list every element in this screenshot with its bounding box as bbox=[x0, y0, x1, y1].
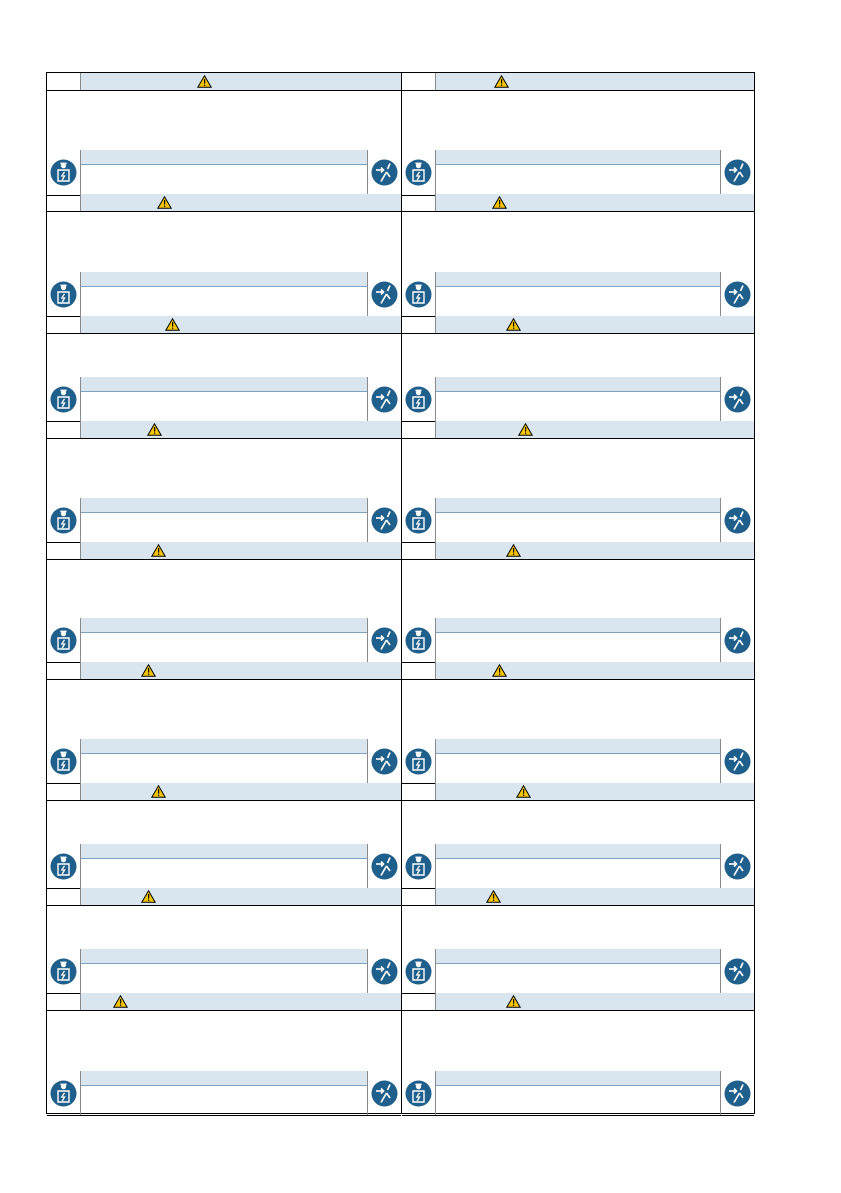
instruction-row bbox=[47, 150, 401, 196]
personnel-cell bbox=[47, 739, 81, 783]
warning-triangle-icon bbox=[151, 544, 166, 557]
instruction-text bbox=[81, 859, 367, 888]
warning-number-cell bbox=[402, 662, 436, 679]
personnel-cell bbox=[402, 272, 436, 316]
warning-triangle-icon bbox=[494, 75, 509, 88]
warning-header-row bbox=[402, 542, 754, 560]
disconnect-device-icon bbox=[371, 159, 398, 186]
qualified-electrician-icon bbox=[405, 853, 432, 880]
right-column bbox=[402, 73, 754, 1113]
qualified-electrician-icon bbox=[405, 507, 432, 534]
instruction-row bbox=[402, 844, 754, 889]
warning-body-text bbox=[47, 212, 401, 216]
disconnect-device-icon bbox=[371, 386, 398, 413]
warning-triangle-icon bbox=[506, 995, 521, 1008]
warning-body-text bbox=[402, 680, 754, 684]
action-cell bbox=[720, 949, 754, 993]
warning-header-bar bbox=[81, 888, 401, 905]
disconnect-device-icon bbox=[724, 853, 751, 880]
instruction-text bbox=[81, 964, 367, 993]
qualified-electrician-icon bbox=[405, 748, 432, 775]
warning-text bbox=[81, 76, 89, 91]
warning-text bbox=[81, 996, 89, 1011]
warning-header-row bbox=[47, 73, 401, 91]
warning-header-bar bbox=[81, 662, 401, 679]
instruction-header-bar bbox=[81, 618, 367, 633]
warning-body-text bbox=[402, 91, 754, 95]
warning-body-text bbox=[402, 560, 754, 564]
action-cell bbox=[367, 150, 401, 195]
warning-body-text bbox=[47, 1011, 401, 1015]
warning-triangle-icon bbox=[492, 664, 507, 677]
personnel-cell bbox=[47, 377, 81, 421]
qualified-electrician-icon bbox=[50, 1080, 77, 1107]
action-cell bbox=[720, 272, 754, 316]
safety-card bbox=[402, 888, 754, 993]
warning-triangle-icon bbox=[147, 423, 162, 436]
action-cell bbox=[720, 844, 754, 888]
safety-card bbox=[47, 662, 401, 783]
qualified-electrician-icon bbox=[50, 748, 77, 775]
instruction-text bbox=[436, 392, 720, 421]
safety-card bbox=[402, 316, 754, 421]
warning-number-cell bbox=[402, 542, 436, 559]
warning-header-row bbox=[402, 194, 754, 212]
instruction-row bbox=[47, 618, 401, 663]
personnel-cell bbox=[47, 1071, 81, 1115]
qualified-electrician-icon bbox=[50, 159, 77, 186]
warning-body-text bbox=[402, 906, 754, 910]
warning-header-bar bbox=[436, 888, 754, 905]
safety-card bbox=[402, 662, 754, 783]
warning-number-cell bbox=[402, 73, 436, 90]
instruction-text bbox=[81, 633, 367, 662]
warning-header-row bbox=[47, 316, 401, 334]
warning-header-bar bbox=[81, 993, 401, 1010]
warning-header-row bbox=[402, 662, 754, 680]
instruction-row bbox=[47, 272, 401, 317]
warning-header-row bbox=[402, 888, 754, 906]
instruction-header-bar bbox=[436, 498, 720, 513]
warning-triangle-icon bbox=[518, 423, 533, 436]
warning-text bbox=[436, 424, 444, 439]
personnel-cell bbox=[402, 844, 436, 888]
disconnect-device-icon bbox=[371, 958, 398, 985]
warning-header-row bbox=[402, 421, 754, 439]
disconnect-device-icon bbox=[724, 386, 751, 413]
disconnect-device-icon bbox=[724, 159, 751, 186]
warning-text bbox=[436, 996, 444, 1011]
instruction-header-bar bbox=[436, 1071, 720, 1086]
warning-body-text bbox=[402, 334, 754, 338]
warning-number-cell bbox=[402, 888, 436, 905]
personnel-cell bbox=[47, 498, 81, 542]
warning-header-bar bbox=[81, 783, 401, 800]
instruction-text bbox=[436, 754, 720, 783]
personnel-cell bbox=[402, 377, 436, 421]
instruction-row bbox=[402, 272, 754, 317]
warning-body-text bbox=[402, 212, 754, 216]
warning-body-text bbox=[47, 906, 401, 910]
warning-header-row bbox=[402, 73, 754, 91]
warning-text bbox=[436, 891, 444, 906]
instruction-header-bar bbox=[436, 377, 720, 392]
warning-number-cell bbox=[47, 993, 81, 1010]
left-column bbox=[47, 73, 402, 1113]
safety-card bbox=[47, 194, 401, 316]
warning-header-bar bbox=[436, 421, 754, 438]
warning-text bbox=[81, 786, 89, 801]
instruction-text bbox=[436, 964, 720, 993]
safety-card bbox=[47, 888, 401, 993]
qualified-electrician-icon bbox=[405, 627, 432, 654]
warning-header-row bbox=[47, 421, 401, 439]
warning-number-cell bbox=[47, 783, 81, 800]
warning-body-text bbox=[402, 801, 754, 805]
safety-card bbox=[47, 783, 401, 888]
personnel-cell bbox=[402, 498, 436, 542]
action-cell bbox=[367, 618, 401, 662]
instruction-header-bar bbox=[436, 272, 720, 287]
disconnect-device-icon bbox=[371, 627, 398, 654]
warning-triangle-icon bbox=[151, 785, 166, 798]
warning-text bbox=[81, 319, 89, 334]
warning-header-bar bbox=[436, 993, 754, 1010]
warning-number-cell bbox=[47, 73, 81, 90]
safety-card bbox=[402, 542, 754, 662]
qualified-electrician-icon bbox=[50, 958, 77, 985]
instruction-text bbox=[436, 287, 720, 316]
warning-triangle-icon bbox=[141, 664, 156, 677]
instruction-header-bar bbox=[81, 272, 367, 287]
warning-header-row bbox=[47, 993, 401, 1011]
instruction-header-bar bbox=[81, 739, 367, 754]
warning-number-cell bbox=[47, 194, 81, 211]
instruction-text bbox=[436, 859, 720, 888]
warning-number-cell bbox=[402, 783, 436, 800]
safety-card bbox=[402, 73, 754, 194]
qualified-electrician-icon bbox=[405, 386, 432, 413]
personnel-cell bbox=[47, 618, 81, 662]
safety-card bbox=[47, 421, 401, 542]
instruction-header-bar bbox=[436, 150, 720, 165]
qualified-electrician-icon bbox=[50, 627, 77, 654]
personnel-cell bbox=[402, 949, 436, 993]
qualified-electrician-icon bbox=[405, 1080, 432, 1107]
instruction-text bbox=[81, 754, 367, 783]
disconnect-device-icon bbox=[724, 507, 751, 534]
instruction-text bbox=[436, 633, 720, 662]
instruction-row bbox=[47, 377, 401, 422]
safety-card bbox=[402, 993, 754, 1115]
action-cell bbox=[367, 739, 401, 783]
warning-header-row bbox=[402, 783, 754, 801]
warning-body-text bbox=[402, 439, 754, 443]
warning-number-cell bbox=[402, 194, 436, 211]
personnel-cell bbox=[402, 150, 436, 195]
action-cell bbox=[720, 377, 754, 421]
instruction-header-bar bbox=[81, 949, 367, 964]
warning-header-bar bbox=[81, 542, 401, 559]
disconnect-device-icon bbox=[724, 1080, 751, 1107]
instruction-row bbox=[47, 739, 401, 784]
instruction-text bbox=[81, 392, 367, 421]
action-cell bbox=[367, 272, 401, 316]
warning-number-cell bbox=[47, 542, 81, 559]
safety-card bbox=[47, 542, 401, 662]
instruction-header-bar bbox=[436, 739, 720, 754]
qualified-electrician-icon bbox=[405, 958, 432, 985]
instruction-row bbox=[47, 844, 401, 889]
warning-triangle-icon bbox=[506, 318, 521, 331]
disconnect-device-icon bbox=[371, 1080, 398, 1107]
warning-body-text bbox=[47, 91, 401, 95]
warning-triangle-icon bbox=[165, 318, 180, 331]
warning-number-cell bbox=[47, 421, 81, 438]
warning-header-bar bbox=[436, 783, 754, 800]
warning-triangle-icon bbox=[506, 544, 521, 557]
warning-header-bar bbox=[81, 316, 401, 333]
disconnect-device-icon bbox=[371, 281, 398, 308]
action-cell bbox=[720, 1071, 754, 1115]
safety-card bbox=[47, 73, 401, 194]
personnel-cell bbox=[47, 844, 81, 888]
action-cell bbox=[720, 150, 754, 195]
warning-text bbox=[81, 545, 89, 560]
instruction-row bbox=[402, 1071, 754, 1116]
instruction-header-bar bbox=[436, 949, 720, 964]
instruction-header-bar bbox=[436, 844, 720, 859]
instruction-header-bar bbox=[81, 844, 367, 859]
warning-header-row bbox=[47, 662, 401, 680]
safety-card bbox=[402, 783, 754, 888]
instruction-row bbox=[402, 618, 754, 663]
instruction-row bbox=[402, 498, 754, 543]
warning-header-bar bbox=[436, 316, 754, 333]
warning-header-bar bbox=[436, 542, 754, 559]
warning-text bbox=[436, 545, 444, 560]
instruction-header-bar bbox=[436, 618, 720, 633]
instruction-row bbox=[402, 377, 754, 422]
warning-text bbox=[81, 665, 89, 680]
instruction-text bbox=[436, 513, 720, 542]
warning-triangle-icon bbox=[197, 75, 212, 88]
warning-body-text bbox=[47, 560, 401, 564]
instruction-text bbox=[81, 165, 367, 195]
instruction-row bbox=[402, 949, 754, 994]
warning-triangle-icon bbox=[516, 785, 531, 798]
qualified-electrician-icon bbox=[50, 386, 77, 413]
instruction-header-bar bbox=[81, 498, 367, 513]
qualified-electrician-icon bbox=[405, 281, 432, 308]
disconnect-device-icon bbox=[371, 748, 398, 775]
personnel-cell bbox=[402, 1071, 436, 1115]
warning-text bbox=[81, 891, 89, 906]
warning-header-bar bbox=[436, 73, 754, 90]
action-cell bbox=[720, 739, 754, 783]
qualified-electrician-icon bbox=[50, 853, 77, 880]
safety-instruction-grid bbox=[46, 72, 755, 1114]
warning-number-cell bbox=[402, 316, 436, 333]
warning-number-cell bbox=[47, 662, 81, 679]
instruction-text bbox=[81, 1086, 367, 1115]
warning-number-cell bbox=[47, 888, 81, 905]
qualified-electrician-icon bbox=[50, 507, 77, 534]
safety-card bbox=[47, 993, 401, 1115]
warning-header-row bbox=[47, 542, 401, 560]
warning-header-row bbox=[47, 783, 401, 801]
safety-card bbox=[402, 194, 754, 316]
warning-triangle-icon bbox=[486, 890, 501, 903]
instruction-text bbox=[436, 1086, 720, 1115]
personnel-cell bbox=[402, 618, 436, 662]
warning-header-bar bbox=[436, 194, 754, 211]
warning-text bbox=[436, 786, 444, 801]
warning-triangle-icon bbox=[141, 890, 156, 903]
action-cell bbox=[367, 844, 401, 888]
instruction-header-bar bbox=[81, 1071, 367, 1086]
action-cell bbox=[367, 1071, 401, 1115]
action-cell bbox=[720, 618, 754, 662]
warning-triangle-icon bbox=[113, 995, 128, 1008]
personnel-cell bbox=[402, 739, 436, 783]
disconnect-device-icon bbox=[724, 281, 751, 308]
warning-header-row bbox=[402, 316, 754, 334]
warning-header-bar bbox=[436, 662, 754, 679]
action-cell bbox=[367, 498, 401, 542]
disconnect-device-icon bbox=[724, 627, 751, 654]
disconnect-device-icon bbox=[724, 748, 751, 775]
action-cell bbox=[367, 377, 401, 421]
action-cell bbox=[367, 949, 401, 993]
warning-header-row bbox=[47, 888, 401, 906]
warning-body-text bbox=[47, 439, 401, 443]
safety-card bbox=[47, 316, 401, 421]
disconnect-device-icon bbox=[371, 507, 398, 534]
personnel-cell bbox=[47, 272, 81, 316]
warning-text bbox=[436, 76, 444, 91]
warning-triangle-icon bbox=[492, 196, 507, 209]
action-cell bbox=[720, 498, 754, 542]
instruction-row bbox=[402, 739, 754, 784]
warning-text bbox=[436, 319, 444, 334]
warning-text bbox=[436, 197, 444, 212]
warning-body-text bbox=[47, 680, 401, 684]
warning-body-text bbox=[47, 334, 401, 338]
instruction-header-bar bbox=[81, 150, 367, 165]
warning-number-cell bbox=[402, 421, 436, 438]
disconnect-device-icon bbox=[724, 958, 751, 985]
warning-text bbox=[81, 424, 89, 439]
warning-body-text bbox=[402, 1011, 754, 1015]
warning-text bbox=[436, 665, 444, 680]
instruction-row bbox=[47, 949, 401, 994]
warning-header-row bbox=[402, 993, 754, 1011]
warning-header-row bbox=[47, 194, 401, 212]
warning-header-bar bbox=[81, 421, 401, 438]
disconnect-device-icon bbox=[371, 853, 398, 880]
warning-triangle-icon bbox=[157, 196, 172, 209]
warning-body-text bbox=[47, 801, 401, 805]
warning-number-cell bbox=[402, 993, 436, 1010]
personnel-cell bbox=[47, 949, 81, 993]
warning-header-bar bbox=[81, 73, 401, 90]
instruction-row bbox=[402, 150, 754, 196]
qualified-electrician-icon bbox=[405, 159, 432, 186]
warning-number-cell bbox=[47, 316, 81, 333]
instruction-header-bar bbox=[81, 377, 367, 392]
warning-header-bar bbox=[81, 194, 401, 211]
instruction-text bbox=[81, 513, 367, 542]
instruction-text bbox=[436, 165, 720, 195]
instruction-text bbox=[81, 287, 367, 316]
instruction-row bbox=[47, 1071, 401, 1116]
warning-text bbox=[81, 197, 89, 212]
personnel-cell bbox=[47, 150, 81, 195]
qualified-electrician-icon bbox=[50, 281, 77, 308]
instruction-row bbox=[47, 498, 401, 543]
safety-card bbox=[402, 421, 754, 542]
